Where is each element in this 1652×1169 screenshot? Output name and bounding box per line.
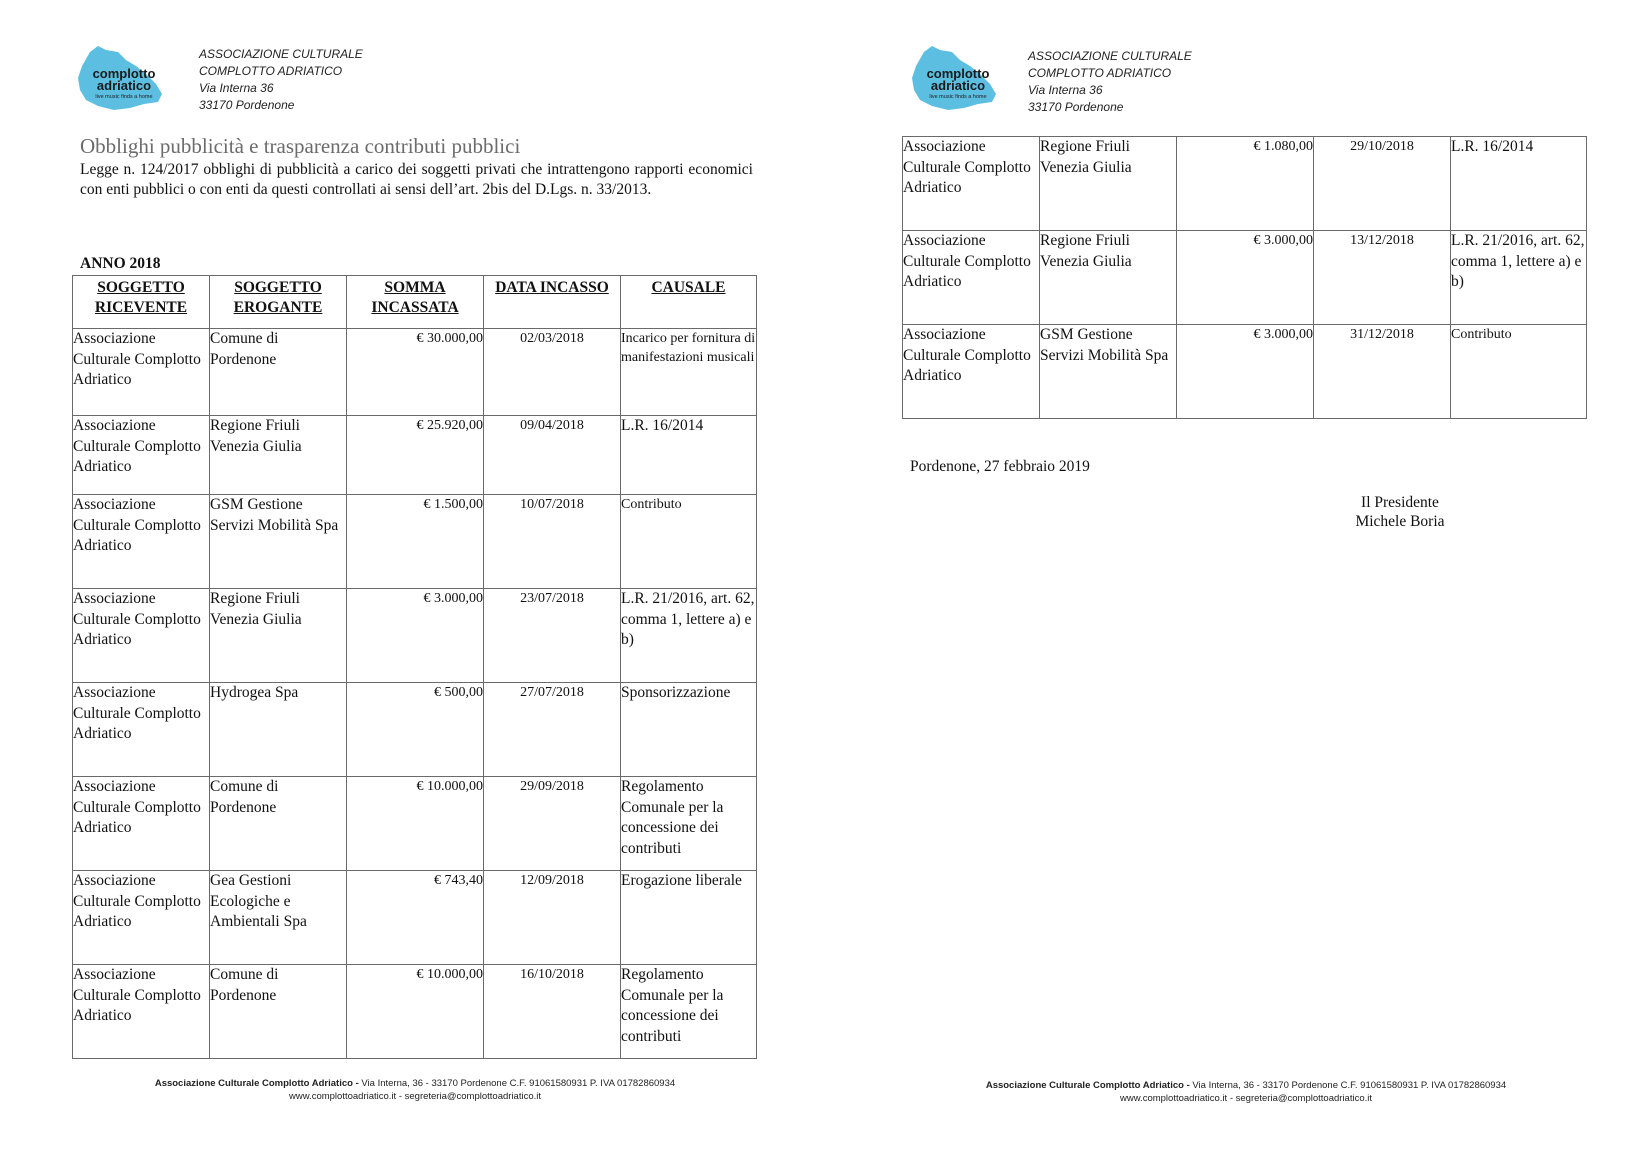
place-and-date: Pordenone, 27 febbraio 2019 (910, 458, 1090, 475)
svg-text:adriatico: adriatico (930, 78, 986, 93)
svg-text:live music finds a home: live music finds a home (95, 94, 153, 100)
table-row (903, 325, 1587, 419)
table-header-row (73, 276, 757, 329)
org-line: 33170 Pordenone (1028, 100, 1124, 114)
table-row (73, 683, 757, 777)
org-line: ASSOCIAZIONE CULTURALE (199, 47, 363, 61)
org-line: 33170 Pordenone (199, 98, 295, 112)
cell-somma: € 3.000,00 (1177, 231, 1314, 325)
cell-erogante: Regione Friuli Venezia Giulia (210, 589, 347, 683)
cell-ricevente: Associazione Culturale Complotto Adriatico (903, 137, 1040, 231)
cell-data: 12/09/2018 (484, 871, 621, 965)
header-data-incasso: DATA INCASSO (484, 276, 621, 329)
footer-org-name: Associazione Culturale Complotto Adriatico - (154, 1078, 359, 1089)
cell-somma: € 10.000,00 (347, 777, 484, 871)
cell-erogante: Comune di Pordenone (210, 329, 347, 416)
contributions-table (72, 275, 757, 1059)
table-row (903, 137, 1587, 231)
cell-data: 10/07/2018 (484, 495, 621, 589)
cell-data: 27/07/2018 (484, 683, 621, 777)
table-row (73, 495, 757, 589)
table-row (73, 871, 757, 965)
cell-erogante: Comune di Pordenone (210, 965, 347, 1059)
header-somma-incassata: SOMMA INCASSATA (347, 276, 484, 329)
year-label: ANNO 2018 (80, 255, 161, 272)
cell-somma: € 500,00 (347, 683, 484, 777)
org-line: Via Interna 36 (1028, 83, 1103, 97)
cell-causale: Regolamento Comunale per la concessione dei contributi (621, 965, 757, 1059)
svg-text:complotto: complotto (92, 66, 156, 81)
cell-ricevente: Associazione Culturale Complotto Adriatico (73, 495, 210, 589)
svg-text:adriatico: adriatico (96, 78, 152, 93)
cell-erogante: Regione Friuli Venezia Giulia (210, 416, 347, 495)
cell-causale: L.R. 21/2016, art. 62, comma 1, lettere a) e b) (1451, 231, 1587, 325)
org-line: Via Interna 36 (199, 81, 274, 95)
table-row (903, 231, 1587, 325)
cell-ricevente: Associazione Culturale Complotto Adriatico (73, 683, 210, 777)
cell-ricevente: Associazione Culturale Complotto Adriatico (903, 231, 1040, 325)
footer-org-name: Associazione Culturale Complotto Adriatico - (985, 1080, 1190, 1091)
cell-causale: L.R. 16/2014 (1451, 137, 1587, 231)
cell-data: 02/03/2018 (484, 329, 621, 416)
cell-erogante: Gea Gestioni Ecologiche e Ambientali Spa (210, 871, 347, 965)
cell-causale: L.R. 16/2014 (621, 416, 757, 495)
cell-causale: Erogazione liberale (621, 871, 757, 965)
table-row (73, 777, 757, 871)
org-line: ASSOCIAZIONE CULTURALE (1028, 49, 1192, 63)
cell-causale: Contributo (621, 495, 757, 589)
complotto-adriatico-logo (74, 44, 170, 116)
table-row (73, 965, 757, 1059)
cell-erogante: GSM Gestione Servizi Mobilità Spa (1040, 325, 1177, 419)
cell-data: 29/10/2018 (1314, 137, 1451, 231)
page-footer (65, 1077, 765, 1103)
cell-causale: L.R. 21/2016, art. 62, comma 1, lettere a) e b) (621, 589, 757, 683)
footer-contacts: www.complottoadriatico.it - segreteria@complottoadriatico.it (289, 1091, 541, 1102)
cell-somma: € 1.080,00 (1177, 137, 1314, 231)
signature-block (1330, 493, 1470, 531)
header-soggetto-erogante: SOGGETTO EROGANTE (210, 276, 347, 329)
cell-somma: € 3.000,00 (1177, 325, 1314, 419)
cell-causale: Contributo (1451, 325, 1587, 419)
page-footer (896, 1079, 1596, 1105)
cell-ricevente: Associazione Culturale Complotto Adriatico (73, 329, 210, 416)
cell-somma: € 10.000,00 (347, 965, 484, 1059)
cell-data: 23/07/2018 (484, 589, 621, 683)
cell-erogante: Regione Friuli Venezia Giulia (1040, 231, 1177, 325)
cell-ricevente: Associazione Culturale Complotto Adriatico (73, 871, 210, 965)
cell-ricevente: Associazione Culturale Complotto Adriatico (73, 416, 210, 495)
contributions-table-continued (902, 136, 1587, 419)
svg-text:complotto: complotto (926, 66, 990, 81)
cell-causale: Regolamento Comunale per la concessione dei contributi (621, 777, 757, 871)
cell-somma: € 30.000,00 (347, 329, 484, 416)
header-causale: CAUSALE (621, 276, 757, 329)
organization-address (199, 46, 363, 114)
cell-somma: € 25.920,00 (347, 416, 484, 495)
cell-erogante: Hydrogea Spa (210, 683, 347, 777)
table-row (73, 329, 757, 416)
table-row (73, 416, 757, 495)
cell-data: 29/09/2018 (484, 777, 621, 871)
intro-paragraph: Legge n. 124/2017 obblighi di pubblicità a carico dei soggetti privati che intrattengono rapporti economici con enti pubblici o con enti da questi controllati ai sensi dell’art. 2bis del D.Lgs. n. 33/2013. (80, 161, 753, 198)
cell-data: 31/12/2018 (1314, 325, 1451, 419)
cell-somma: € 743,40 (347, 871, 484, 965)
org-line: COMPLOTTO ADRIATICO (1028, 66, 1172, 80)
cell-data: 16/10/2018 (484, 965, 621, 1059)
org-line: COMPLOTTO ADRIATICO (199, 64, 343, 78)
cell-erogante: Comune di Pordenone (210, 777, 347, 871)
cell-ricevente: Associazione Culturale Complotto Adriatico (73, 589, 210, 683)
signer-role: Il Presidente (1361, 494, 1439, 511)
document-title: Obblighi pubblicità e trasparenza contributi pubblici (80, 134, 521, 158)
complotto-adriatico-logo (908, 44, 1004, 116)
organization-address (1028, 48, 1192, 116)
cell-causale: Incarico per fornitura di manifestazioni musicali (621, 329, 757, 416)
cell-data: 09/04/2018 (484, 416, 621, 495)
footer-contacts: www.complottoadriatico.it - segreteria@complottoadriatico.it (1120, 1093, 1372, 1104)
cell-data: 13/12/2018 (1314, 231, 1451, 325)
cell-causale: Sponsorizzazione (621, 683, 757, 777)
cell-erogante: Regione Friuli Venezia Giulia (1040, 137, 1177, 231)
cell-somma: € 3.000,00 (347, 589, 484, 683)
cell-ricevente: Associazione Culturale Complotto Adriatico (73, 777, 210, 871)
cell-erogante: GSM Gestione Servizi Mobilità Spa (210, 495, 347, 589)
svg-text:live music finds a home: live music finds a home (929, 94, 987, 100)
page-2 (826, 0, 1652, 1169)
footer-address: Via Interna, 36 - 33170 Pordenone C.F. 91061580931 P. IVA 01782860934 (358, 1078, 676, 1089)
cell-ricevente: Associazione Culturale Complotto Adriatico (73, 965, 210, 1059)
cell-somma: € 1.500,00 (347, 495, 484, 589)
cell-ricevente: Associazione Culturale Complotto Adriatico (903, 325, 1040, 419)
header-soggetto-ricevente: SOGGETTO RICEVENTE (73, 276, 210, 329)
signer-name: Michele Boria (1355, 513, 1445, 530)
footer-address: Via Interna, 36 - 33170 Pordenone C.F. 91061580931 P. IVA 01782860934 (1189, 1080, 1507, 1091)
table-row (73, 589, 757, 683)
